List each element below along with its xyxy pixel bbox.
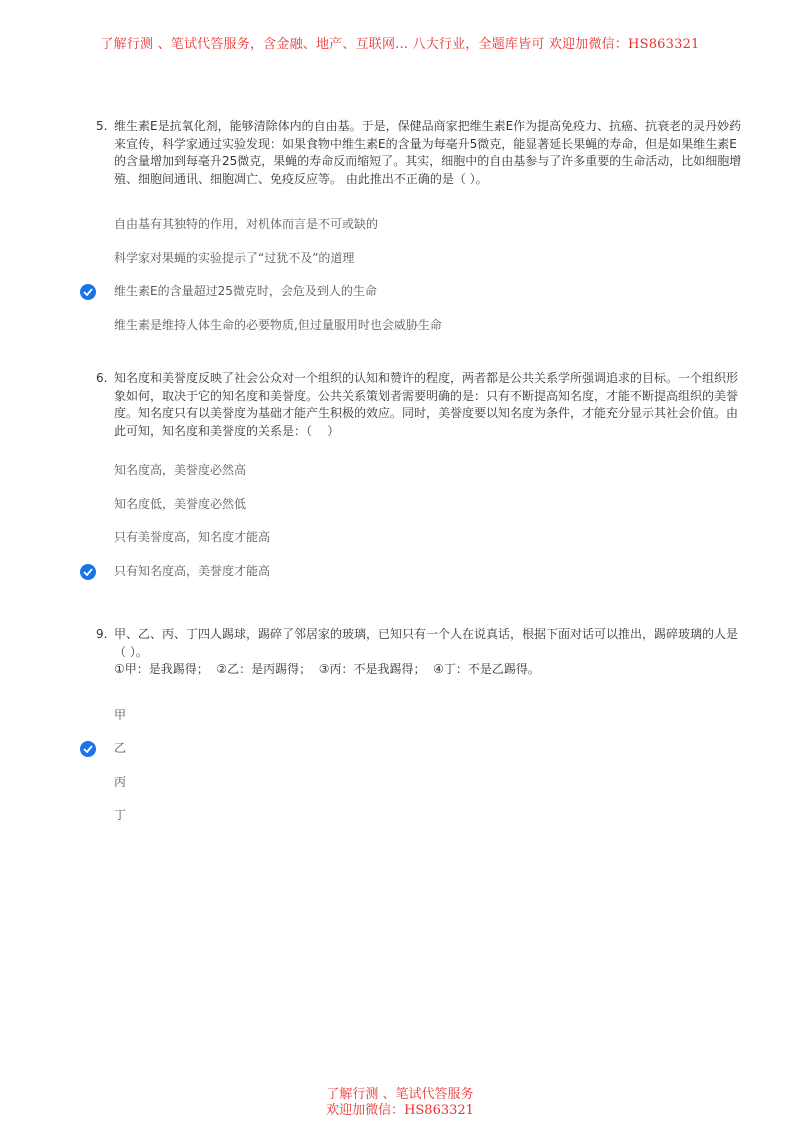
option-label: 知名度高，美誉度必然高 [114,463,247,477]
question-stem [96,118,746,188]
question-number: 5. [96,119,108,133]
header-banner: 了解行测 、笔试代答服务，含金融、地产、互联网... 八大行业，全题库皆可 欢迎加微信：HS863321 [100,37,700,52]
question-number: 6. [96,371,108,385]
question-stem [96,626,746,679]
option-label: 只有知名度高，美誉度才能高 [114,563,271,578]
question-text: 甲、乙、丙、丁四人踢球，踢碎了邻居家的玻璃，已知只有一个人在说真话，根据下面对话可以推出，踢碎玻璃的人是（ ）。 ①甲：是我踢得； ②乙：是丙踢得； ③丙：不是我踢得； ④丁：不是乙踢得。 [114,627,739,676]
option-list [96,699,746,833]
option-list [96,454,746,588]
option-label: 维生素E的含量超过25微克时，会危及到人的生命 [114,284,377,298]
option-a[interactable] [96,699,746,733]
option-label: 乙 [114,741,127,755]
question-text: 维生素E是抗氧化剂，能够清除体内的自由基。于是，保健品商家把维生素E作为提高免疫力、抗癌、抗衰老的灵丹妙药来宣传，科学家通过实验发现：如果食物中维生素E的含量为每毫升5微克，能显著延长果蝇的寿命，但是如果维生素E的含量增加到每毫升25微克，果蝇的寿命反而缩短了。其实，细胞中的自由基参与了许多重要的生命活动，比如细胞增殖、细胞间通讯、细胞凋亡、免疫反应等。 由此推出不正确的是（ ）。 [114,119,742,186]
footer-banner [0,1087,800,1119]
question-text: 知名度和美誉度反映了社会公众对一个组织的认知和赞许的程度，两者都是公共关系学所强调追求的目标。一个组织形象如何，取决于它的知名度和美誉度。公共关系策划者需要明确的是：只有不断提高知名度，才能不断提高组织的美誉度。知名度只有以美誉度为基础才能产生积极的效应。同时，美誉度要以知名度为条件，才能充分显示其社会价值。由此可知，知名度和美誉度的关系是：（ ） [114,371,739,438]
option-label: 只有美誉度高，知名度才能高 [114,530,271,544]
option-c[interactable] [96,766,746,800]
option-label: 科学家对果蝇的实验提示了“过犹不及”的道理 [114,250,355,265]
question-6 [96,370,746,588]
option-d[interactable] [96,799,746,833]
footer-line-2: 欢迎加微信：HS863321 [326,1103,474,1118]
option-b[interactable] [96,488,746,522]
option-label: 维生素是维持人体生命的必要物质,但过量服用时也会威胁生命 [114,317,442,332]
question-number: 9. [96,627,108,641]
footer-line-1: 了解行测 、笔试代答服务 [326,1087,474,1102]
option-b[interactable] [96,732,746,766]
option-c[interactable] [96,521,746,555]
option-list [96,208,746,342]
option-label: 丙 [114,774,127,789]
option-label: 甲 [114,707,127,722]
question-5 [96,118,746,342]
option-d[interactable] [96,555,746,589]
option-d[interactable] [96,309,746,343]
option-c[interactable] [96,275,746,309]
question-9 [96,626,746,833]
option-a[interactable] [96,208,746,242]
check-circle-icon [80,564,96,580]
option-label: 自由基有其独特的作用，对机体而言是不可或缺的 [114,217,379,231]
option-a[interactable] [96,454,746,488]
check-circle-icon [80,741,96,757]
option-label: 知名度低，美誉度必然低 [114,496,247,511]
option-label: 丁 [114,808,127,822]
question-stem [96,370,746,440]
check-circle-icon [80,284,96,300]
option-b[interactable] [96,242,746,276]
